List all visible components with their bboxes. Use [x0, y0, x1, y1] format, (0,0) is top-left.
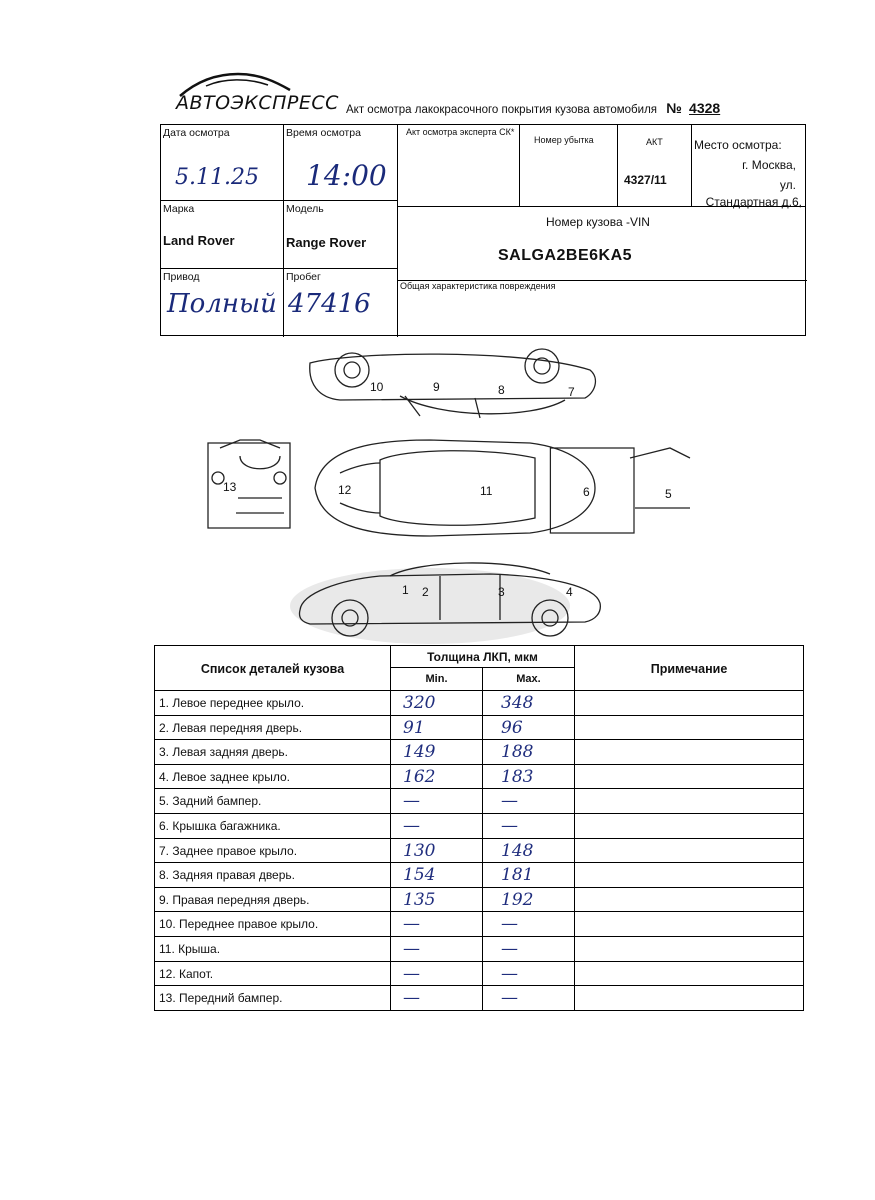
max-cell	[483, 814, 575, 838]
front-view	[208, 440, 290, 528]
max-value: —	[501, 914, 518, 935]
max-value: —	[501, 939, 518, 959]
part-name: 13. Передний бампер.	[155, 986, 391, 1010]
model-cell	[284, 201, 398, 269]
min-cell	[391, 937, 483, 961]
document-title	[346, 100, 720, 116]
zone-label-12: 12	[338, 483, 352, 497]
time-cell	[284, 125, 398, 201]
min-cell	[391, 912, 483, 936]
max-cell	[483, 740, 575, 764]
max-cell	[483, 691, 575, 715]
max-cell	[483, 716, 575, 740]
vehicle-info-grid	[160, 124, 806, 336]
min-cell	[391, 789, 483, 813]
note-cell	[575, 986, 803, 1010]
number-sign: №	[666, 100, 682, 116]
make-value: Land Rover	[163, 233, 235, 248]
part-name: 1. Левое переднее крыло.	[155, 691, 391, 715]
damage-label: Общая характеристика повреждения	[400, 281, 556, 291]
place-label: Место осмотра:	[694, 138, 782, 152]
time-value: 14:00	[306, 159, 387, 192]
max-value: 188	[501, 742, 534, 763]
right-side-view	[310, 349, 596, 418]
note-cell	[575, 789, 803, 813]
min-cell	[391, 814, 483, 838]
max-cell	[483, 986, 575, 1010]
make-cell	[161, 201, 284, 269]
zone-label-6: 6	[583, 485, 590, 499]
max-value: —	[501, 963, 518, 984]
time-label: Время осмотра	[286, 127, 361, 139]
title-text: Акт осмотра лакокрасочного покрытия кузова автомобиля	[346, 104, 658, 116]
note-cell	[575, 912, 803, 936]
note-cell	[575, 716, 803, 740]
part-name: 6. Крышка багажника.	[155, 814, 391, 838]
make-label: Марка	[163, 203, 195, 215]
zone-label-1: 1	[402, 583, 409, 597]
max-cell	[483, 765, 575, 789]
header-parts: Список деталей кузова	[155, 646, 391, 690]
part-name: 9. Правая передняя дверь.	[155, 888, 391, 912]
min-value: —	[403, 914, 420, 935]
part-name: 4. Левое заднее крыло.	[155, 765, 391, 789]
min-value: 162	[403, 766, 436, 787]
vin-label: Номер кузова -VIN	[546, 215, 650, 229]
min-cell	[391, 863, 483, 887]
note-cell	[575, 691, 803, 715]
expert-act-cell	[398, 125, 520, 207]
place-address: Стандартная д.6,	[705, 195, 802, 209]
min-value: —	[403, 939, 420, 959]
act-label: АКТ	[646, 137, 663, 147]
min-value: 154	[403, 865, 436, 886]
max-value: 181	[501, 865, 534, 886]
date-label: Дата осмотра	[163, 127, 230, 139]
table-row	[154, 962, 804, 987]
table-row	[154, 814, 804, 839]
part-name: 5. Задний бампер.	[155, 789, 391, 813]
drive-value: Полный	[167, 289, 277, 319]
car-outline-illustration	[190, 348, 672, 650]
place-street: ул.	[779, 178, 796, 192]
min-cell	[391, 962, 483, 986]
min-value: —	[403, 791, 420, 812]
mileage-cell	[284, 269, 398, 337]
min-cell	[391, 839, 483, 863]
min-cell	[391, 888, 483, 912]
min-value: —	[403, 816, 420, 836]
table-row	[154, 937, 804, 962]
max-cell	[483, 888, 575, 912]
mileage-value: 47416	[288, 289, 371, 319]
max-value: 148	[501, 840, 534, 861]
note-cell	[575, 765, 803, 789]
min-cell	[391, 986, 483, 1010]
header-min: Min.	[391, 668, 483, 691]
max-value: —	[501, 988, 518, 1009]
top-view	[315, 440, 595, 536]
note-cell	[575, 814, 803, 838]
table-row	[154, 740, 804, 765]
header-max: Max.	[483, 668, 575, 691]
vin-cell	[398, 207, 807, 281]
zone-label-4: 4	[566, 585, 573, 599]
note-cell	[575, 962, 803, 986]
note-cell	[575, 888, 803, 912]
table-row	[154, 716, 804, 741]
part-name: 11. Крыша.	[155, 937, 391, 961]
min-value: 135	[403, 889, 436, 910]
expert-act-label: Акт осмотра эксперта СК*	[406, 127, 515, 137]
max-cell	[483, 912, 575, 936]
damage-cell	[398, 281, 807, 337]
table-row	[154, 863, 804, 888]
place-city: г. Москва,	[742, 158, 796, 172]
table-row	[154, 839, 804, 864]
drive-label: Привод	[163, 271, 200, 283]
car-body-diagram	[190, 348, 672, 650]
part-name: 8. Задняя правая дверь.	[155, 863, 391, 887]
max-value: —	[501, 816, 518, 836]
company-logo	[176, 70, 339, 118]
max-value: —	[501, 791, 518, 812]
note-cell	[575, 937, 803, 961]
min-cell	[391, 740, 483, 764]
min-cell	[391, 716, 483, 740]
zone-label-9: 9	[433, 380, 440, 394]
max-value: 192	[501, 889, 534, 910]
table-row	[154, 765, 804, 790]
part-name: 3. Левая задняя дверь.	[155, 740, 391, 764]
header-thickness: Толщина ЛКП, мкм	[391, 646, 575, 668]
min-value: —	[403, 963, 420, 984]
table-row	[154, 986, 804, 1011]
max-cell	[483, 937, 575, 961]
max-cell	[483, 839, 575, 863]
zone-label-5: 5	[665, 487, 672, 501]
mileage-label: Пробег	[286, 271, 321, 283]
min-cell	[391, 691, 483, 715]
table-row	[154, 789, 804, 814]
max-value: 348	[501, 693, 534, 713]
zone-label-2: 2	[422, 585, 429, 599]
loss-number-label: Номер убытка	[534, 135, 594, 145]
min-cell	[391, 765, 483, 789]
header-note: Примечание	[650, 662, 728, 676]
part-name: 2. Левая передняя дверь.	[155, 716, 391, 740]
min-value: 320	[403, 693, 436, 713]
min-value: 130	[403, 840, 436, 861]
table-row	[154, 691, 804, 716]
max-cell	[483, 962, 575, 986]
min-value: —	[403, 988, 420, 1009]
act-value: 4327/11	[624, 173, 667, 187]
paint-thickness-table	[154, 645, 804, 1010]
zone-label-11: 11	[480, 484, 493, 498]
model-value: Range Rover	[286, 235, 367, 250]
zone-label-7: 7	[568, 385, 575, 399]
table-row	[154, 888, 804, 913]
part-name: 12. Капот.	[155, 962, 391, 986]
max-value: 96	[501, 717, 523, 738]
table-header	[154, 645, 804, 691]
drive-cell	[161, 269, 284, 337]
part-name: 7. Заднее правое крыло.	[155, 839, 391, 863]
note-cell	[575, 839, 803, 863]
note-cell	[575, 740, 803, 764]
max-value: 183	[501, 766, 534, 787]
note-cell	[575, 863, 803, 887]
max-cell	[483, 863, 575, 887]
date-value: 5.11.25	[175, 165, 259, 190]
max-cell	[483, 789, 575, 813]
vin-value: SALGA2BE6KA5	[498, 247, 633, 264]
zone-label-3: 3	[498, 585, 505, 599]
zone-label-10: 10	[370, 380, 384, 394]
date-cell	[161, 125, 284, 201]
part-name: 10. Переднее правое крыло.	[155, 912, 391, 936]
table-row	[154, 912, 804, 937]
min-value: 91	[403, 717, 425, 738]
place-cell	[692, 125, 806, 207]
model-label: Модель	[286, 203, 324, 215]
logo-text: АВТОЭКСПРЕСС	[176, 92, 339, 114]
zone-label-13: 13	[223, 480, 237, 494]
loss-number-cell	[520, 125, 618, 207]
zone-label-8: 8	[498, 383, 505, 397]
act-cell	[618, 125, 692, 207]
min-value: 149	[403, 742, 436, 763]
act-number: 4328	[689, 100, 721, 116]
